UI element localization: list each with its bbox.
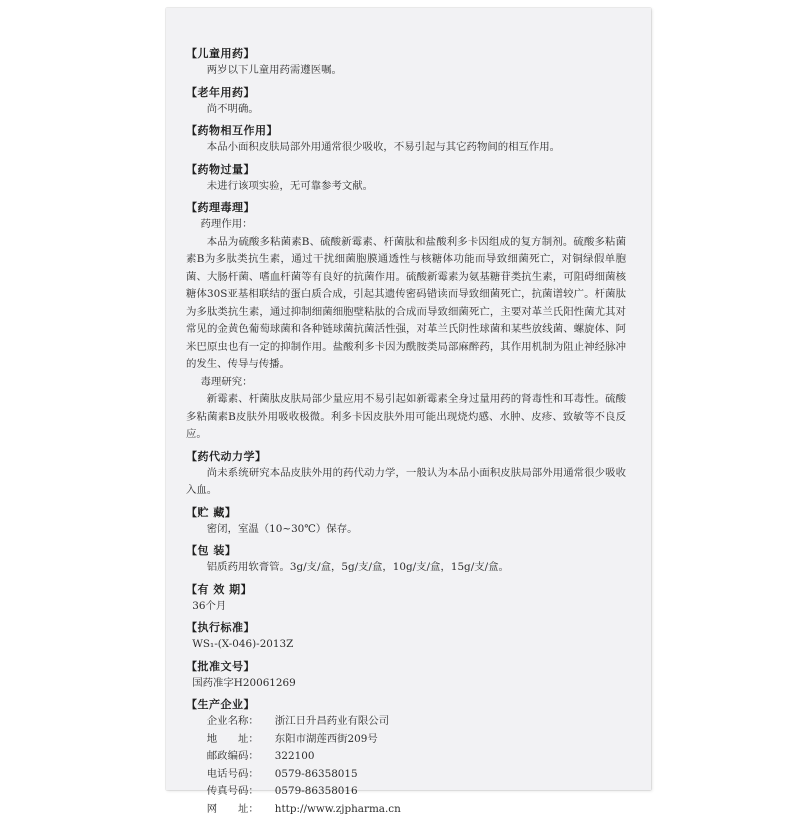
- manufacturer-row: [186, 748, 626, 766]
- section-approval: [186, 659, 626, 693]
- row-label: 企业名称：: [206, 715, 259, 727]
- section-interactions: [186, 123, 626, 157]
- section-text: 铝质药用软膏管。3g/支/盒，5g/支/盒，10g/支/盒，15g/支/盒。: [206, 561, 509, 573]
- section-heading: 【生产企业】: [186, 698, 255, 711]
- section-text: 本品小面积皮肤局部外用通常很少吸收，不易引起与其它药物间的相互作用。: [206, 141, 561, 153]
- row-label: 网 址：: [206, 802, 259, 815]
- section-heading: 【药物过量】: [186, 162, 255, 176]
- row-label: 传真号码：: [206, 785, 259, 797]
- section-text: 未进行该项实验，无可靠参考文献。: [206, 179, 374, 192]
- section-text: 国药准字H20061269: [192, 676, 296, 689]
- row-label: 电话号码：: [206, 767, 259, 780]
- section-storage: [186, 505, 626, 539]
- section-heading: 【老年用药】: [186, 85, 255, 99]
- row-value: 0579-86358016: [274, 785, 358, 797]
- section-heading: 【药物相互作用】: [186, 124, 278, 137]
- leaflet-sheet: [166, 8, 651, 815]
- section-text: 尚不明确。: [206, 102, 259, 115]
- section-validity: [186, 582, 626, 616]
- section-text: 尚未系统研究本品皮肤外用的药代动力学，一般认为本品小面积皮肤局部外用通常很少吸收入血。: [186, 466, 626, 496]
- manufacturer-row: [186, 801, 626, 819]
- section-heading: 【包 装】: [186, 544, 237, 557]
- subheading-toxicology: 毒理研究：: [200, 375, 253, 388]
- section-elderly: [186, 85, 626, 119]
- section-pharmacology: [186, 200, 626, 444]
- section-heading: 【执行标准】: [186, 621, 255, 634]
- pharmacology-paragraph: 本品为硫酸多粘菌素B、硫酸新霉素、杆菌肽和盐酸利多卡因组成的复方制剂。硫酸多粘菌素B为多肽类抗生素，通过干扰细菌胞膜通透性与核糖体功能而导致细菌死亡，对铜绿假单胞菌、大肠杆菌、嗜血杆菌等有良好的抗菌作用。硫酸新霉素为氨基糖苷类抗生素，可阻碍细菌核糖体30S亚基相联结的蛋白质合成，引起其遗传密码错读而导致细菌死亡，抗菌谱较广。杆菌肽为多肽类抗生素，通过抑制细菌细胞壁粘肽的合成而导致细菌死亡，主要对革兰氏阳性菌尤其对常见的金黄色葡萄球菌和各种链球菌抗菌活性强，对革兰氏阴性球菌和某些放线菌、螺旋体、阿米巴原虫也有一定的抑制作用。盐酸利多卡因为酰胺类局部麻醉药，其作用机制为阻止神经脉冲的发生、传导与传播。: [186, 235, 626, 370]
- manufacturer-row: [186, 731, 626, 749]
- section-text: 两岁以下儿童用药需遵医嘱。: [206, 64, 342, 76]
- row-value: http://www.zjpharma.cn: [274, 802, 401, 815]
- toxicology-paragraph: 新霉素、杆菌肽皮肤局部少量应用不易引起如新霉素全身过量用药的肾毒性和耳毒性。硫酸多粘菌素B皮肤外用吸收极微。利多卡因皮肤外用可能出现烧灼感、水肿、皮疹、致敏等不良反应。: [186, 393, 626, 440]
- row-value: 0579-86358015: [274, 767, 358, 780]
- section-standard: [186, 620, 626, 654]
- section-text: 36个月: [192, 599, 227, 612]
- section-text: WS₁-(X-046)-2013Z: [192, 638, 294, 650]
- section-heading: 【批准文号】: [186, 659, 255, 673]
- section-heading: 【贮 藏】: [186, 505, 237, 519]
- section-heading: 【有 效 期】: [186, 582, 253, 596]
- row-label: 邮政编码：: [206, 750, 259, 762]
- section-pharmacokinetics: [186, 449, 626, 500]
- section-overdose: [186, 162, 626, 196]
- row-label: 地 址：: [206, 732, 259, 745]
- section-heading: 【儿童用药】: [186, 47, 255, 60]
- row-value: 东阳市湖莲西街209号: [274, 732, 378, 745]
- manufacturer-row: [186, 713, 626, 731]
- section-heading: 【药理毒理】: [186, 201, 255, 214]
- row-value: 322100: [274, 750, 315, 762]
- leaflet-content: [186, 46, 626, 823]
- section-children: [186, 46, 626, 80]
- row-value: 浙江日升昌药业有限公司: [274, 715, 390, 727]
- section-package: [186, 543, 626, 577]
- manufacturer-row: [186, 783, 626, 801]
- section-heading: 【药代动力学】: [186, 449, 267, 463]
- section-manufacturer: [186, 697, 626, 818]
- manufacturer-row: [186, 766, 626, 784]
- section-text: 密闭，室温（10~30℃）保存。: [206, 522, 358, 535]
- subheading-pharmacology: 药理作用：: [200, 218, 253, 230]
